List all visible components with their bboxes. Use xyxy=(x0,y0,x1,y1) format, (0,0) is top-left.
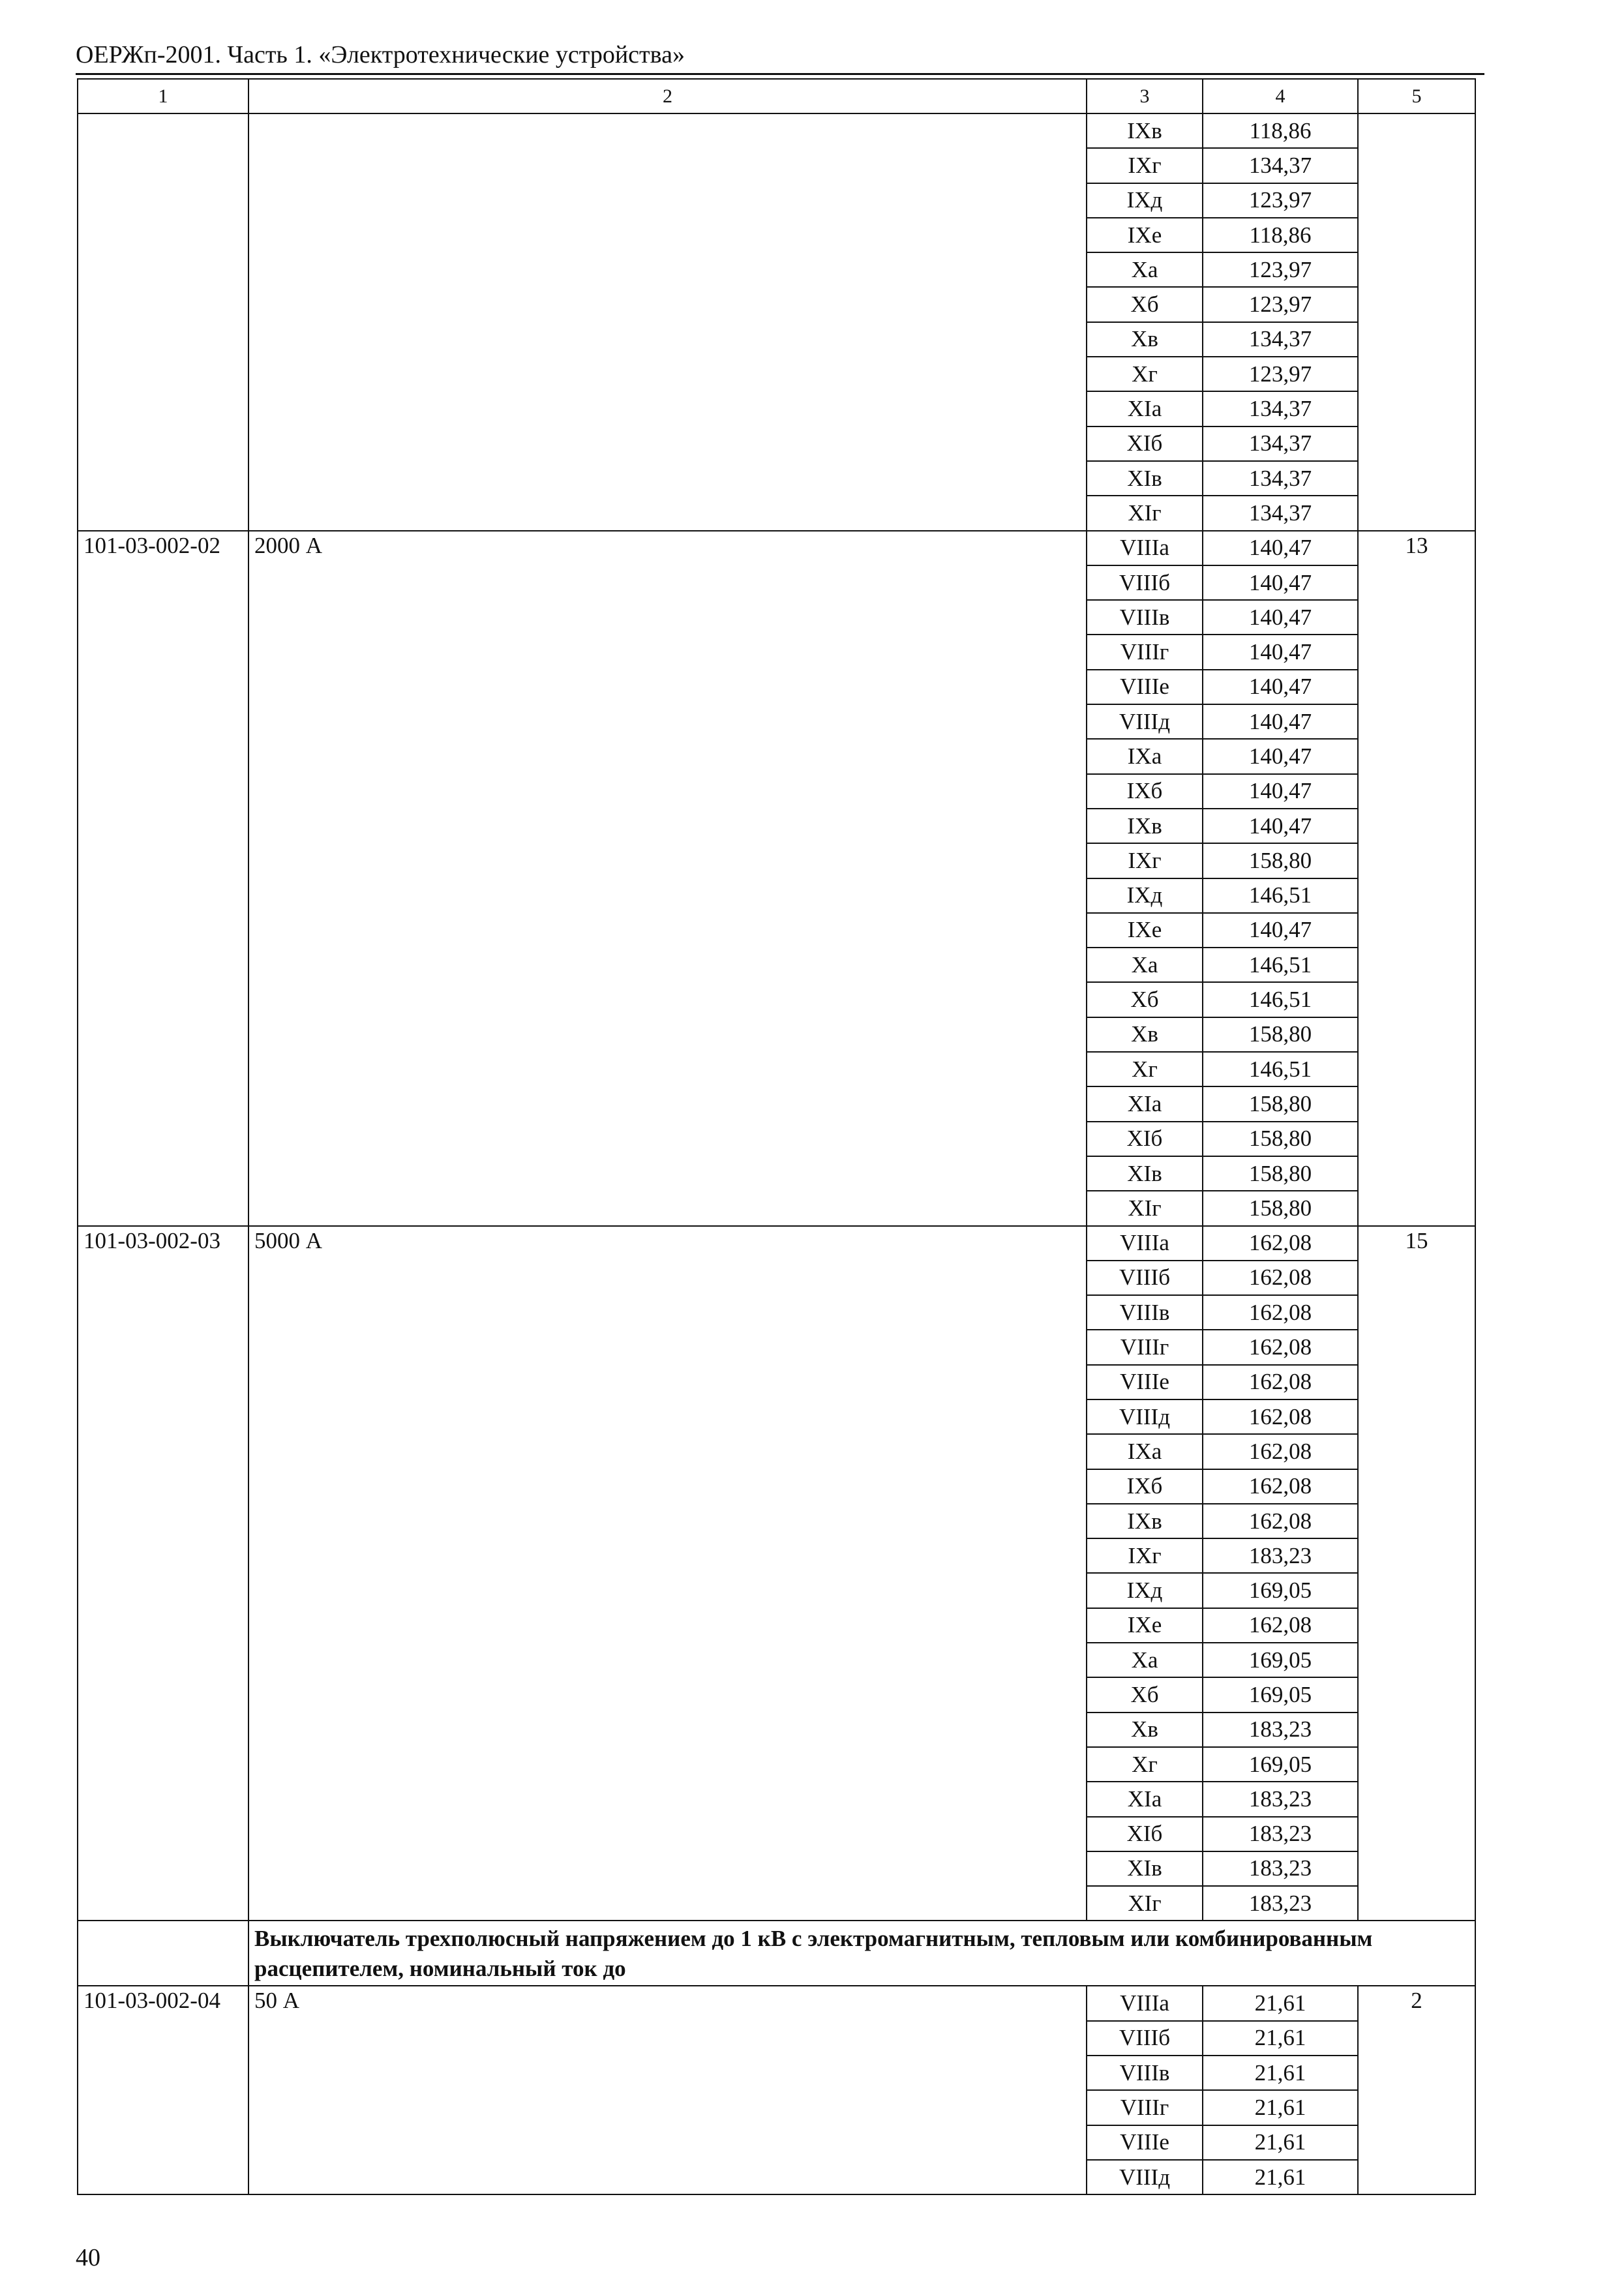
rate-value: 183,23 xyxy=(1203,1782,1358,1816)
item-description: 5000 А xyxy=(248,1226,1087,1921)
region-zone: XIв xyxy=(1087,1851,1203,1886)
rate-value: 162,08 xyxy=(1203,1469,1358,1504)
rate-value: 169,05 xyxy=(1203,1747,1358,1782)
region-zone: Xг xyxy=(1087,1747,1203,1782)
rate-value: 162,08 xyxy=(1203,1330,1358,1364)
column-number: 2 xyxy=(248,79,1087,113)
rate-value: 140,47 xyxy=(1203,635,1358,669)
region-zone: VIIIг xyxy=(1087,1330,1203,1364)
rate-value: 134,37 xyxy=(1203,391,1358,426)
section-title: Выключатель трехполюсный напряжением до 1 кВ с электромагнитным, тепловым или комбинированным расцепителем, номинальный ток до xyxy=(248,1921,1475,1986)
region-zone: VIIIа xyxy=(1087,1986,1203,2020)
rate-value: 134,37 xyxy=(1203,426,1358,461)
column-number: 4 xyxy=(1203,79,1358,113)
page-number: 40 xyxy=(76,2244,100,2271)
column-5-value xyxy=(1358,113,1475,531)
section-row xyxy=(78,1921,1475,1986)
region-zone: IXд xyxy=(1087,1573,1203,1608)
region-zone: VIIIд xyxy=(1087,1399,1203,1434)
column-number: 1 xyxy=(78,79,248,113)
rate-value: 146,51 xyxy=(1203,948,1358,982)
rate-value: 183,23 xyxy=(1203,1851,1358,1886)
rate-value: 183,23 xyxy=(1203,1817,1358,1851)
region-zone: XIв xyxy=(1087,461,1203,496)
rate-value: 146,51 xyxy=(1203,982,1358,1017)
rate-value: 140,47 xyxy=(1203,531,1358,565)
region-zone: XIа xyxy=(1087,1782,1203,1816)
region-zone: IXд xyxy=(1087,183,1203,218)
region-zone: VIIIа xyxy=(1087,531,1203,565)
rate-value: 118,86 xyxy=(1203,218,1358,252)
rate-value: 123,97 xyxy=(1203,287,1358,322)
rate-value: 158,80 xyxy=(1203,1086,1358,1121)
item-code: 101-03-002-04 xyxy=(78,1986,248,2194)
region-zone: VIIIд xyxy=(1087,704,1203,739)
region-zone: IXе xyxy=(1087,1608,1203,1643)
item-code: 101-03-002-02 xyxy=(78,531,248,1226)
rate-value: 169,05 xyxy=(1203,1573,1358,1608)
table-row xyxy=(78,1226,1475,1261)
rate-value: 183,23 xyxy=(1203,1713,1358,1747)
rate-value: 169,05 xyxy=(1203,1677,1358,1712)
rate-value: 162,08 xyxy=(1203,1608,1358,1643)
header-rule xyxy=(76,73,1484,75)
region-zone: Xв xyxy=(1087,322,1203,357)
item-description xyxy=(248,113,1087,531)
rate-value: 140,47 xyxy=(1203,670,1358,704)
rates-body xyxy=(78,113,1475,2194)
region-zone: IXе xyxy=(1087,218,1203,252)
region-zone: Xг xyxy=(1087,1052,1203,1086)
region-zone: XIа xyxy=(1087,391,1203,426)
column-number-row xyxy=(78,79,1475,113)
rate-value: 134,37 xyxy=(1203,496,1358,530)
rate-value: 140,47 xyxy=(1203,774,1358,809)
rate-value: 162,08 xyxy=(1203,1261,1358,1295)
rate-value: 21,61 xyxy=(1203,2125,1358,2160)
table-row xyxy=(78,1986,1475,2020)
rate-value: 123,97 xyxy=(1203,357,1358,391)
rate-value: 183,23 xyxy=(1203,1886,1358,1921)
region-zone: IXг xyxy=(1087,843,1203,878)
rate-value: 162,08 xyxy=(1203,1504,1358,1538)
rate-value: 21,61 xyxy=(1203,2056,1358,2090)
rate-value: 123,97 xyxy=(1203,252,1358,287)
region-zone: Xв xyxy=(1087,1017,1203,1052)
column-number: 3 xyxy=(1087,79,1203,113)
rate-value: 123,97 xyxy=(1203,183,1358,218)
column-5-value: 13 xyxy=(1358,531,1475,1226)
rate-value: 140,47 xyxy=(1203,913,1358,948)
region-zone: Xа xyxy=(1087,252,1203,287)
region-zone: IXг xyxy=(1087,1538,1203,1573)
region-zone: VIIIд xyxy=(1087,2160,1203,2194)
rate-value: 146,51 xyxy=(1203,878,1358,913)
rate-value: 118,86 xyxy=(1203,113,1358,148)
rate-value: 21,61 xyxy=(1203,1986,1358,2020)
item-description: 2000 А xyxy=(248,531,1087,1226)
region-zone: VIIIв xyxy=(1087,600,1203,635)
rate-value: 134,37 xyxy=(1203,148,1358,183)
rate-value: 140,47 xyxy=(1203,565,1358,600)
region-zone: XIг xyxy=(1087,1886,1203,1921)
region-zone: Xг xyxy=(1087,357,1203,391)
region-zone: IXа xyxy=(1087,1434,1203,1469)
region-zone: Xа xyxy=(1087,1643,1203,1677)
region-zone: XIг xyxy=(1087,496,1203,530)
region-zone: VIIIе xyxy=(1087,670,1203,704)
rate-value: 158,80 xyxy=(1203,1156,1358,1191)
rate-value: 162,08 xyxy=(1203,1399,1358,1434)
table-row xyxy=(78,531,1475,565)
region-zone: Xа xyxy=(1087,948,1203,982)
rate-value: 162,08 xyxy=(1203,1226,1358,1261)
rate-value: 134,37 xyxy=(1203,322,1358,357)
region-zone: IXг xyxy=(1087,148,1203,183)
region-zone: VIIIе xyxy=(1087,1365,1203,1399)
rate-value: 158,80 xyxy=(1203,1017,1358,1052)
column-5-value: 15 xyxy=(1358,1226,1475,1921)
rate-value: 158,80 xyxy=(1203,843,1358,878)
region-zone: IXв xyxy=(1087,809,1203,843)
item-code: 101-03-002-03 xyxy=(78,1226,248,1921)
column-5-value: 2 xyxy=(1358,1986,1475,2194)
rate-value: 21,61 xyxy=(1203,2021,1358,2056)
rate-value: 158,80 xyxy=(1203,1122,1358,1156)
region-zone: VIIIб xyxy=(1087,2021,1203,2056)
region-zone: Xв xyxy=(1087,1713,1203,1747)
rate-value: 140,47 xyxy=(1203,600,1358,635)
region-zone: IXв xyxy=(1087,1504,1203,1538)
table-row xyxy=(78,113,1475,148)
region-zone: XIг xyxy=(1087,1191,1203,1225)
item-description: 50 А xyxy=(248,1986,1087,2194)
rate-value: 146,51 xyxy=(1203,1052,1358,1086)
rate-value: 183,23 xyxy=(1203,1538,1358,1573)
rate-value: 162,08 xyxy=(1203,1434,1358,1469)
region-zone: XIб xyxy=(1087,1122,1203,1156)
section-code-cell xyxy=(78,1921,248,1986)
region-zone: Xб xyxy=(1087,982,1203,1017)
rate-value: 140,47 xyxy=(1203,809,1358,843)
rate-value: 140,47 xyxy=(1203,704,1358,739)
region-zone: VIIIг xyxy=(1087,2090,1203,2125)
region-zone: VIIIб xyxy=(1087,565,1203,600)
region-zone: XIб xyxy=(1087,426,1203,461)
rate-value: 158,80 xyxy=(1203,1191,1358,1225)
rate-value: 134,37 xyxy=(1203,461,1358,496)
region-zone: VIIIа xyxy=(1087,1226,1203,1261)
region-zone: Xб xyxy=(1087,1677,1203,1712)
region-zone: XIа xyxy=(1087,1086,1203,1121)
item-code xyxy=(78,113,248,531)
rate-value: 140,47 xyxy=(1203,739,1358,773)
rate-value: 162,08 xyxy=(1203,1365,1358,1399)
region-zone: IXв xyxy=(1087,113,1203,148)
region-zone: XIб xyxy=(1087,1817,1203,1851)
region-zone: XIв xyxy=(1087,1156,1203,1191)
region-zone: IXб xyxy=(1087,774,1203,809)
rate-value: 21,61 xyxy=(1203,2090,1358,2125)
rate-value: 169,05 xyxy=(1203,1643,1358,1677)
rate-value: 21,61 xyxy=(1203,2160,1358,2194)
region-zone: IXа xyxy=(1087,739,1203,773)
rate-value: 162,08 xyxy=(1203,1295,1358,1330)
region-zone: VIIIв xyxy=(1087,1295,1203,1330)
region-zone: IXб xyxy=(1087,1469,1203,1504)
region-zone: VIIIе xyxy=(1087,2125,1203,2160)
region-zone: VIIIв xyxy=(1087,2056,1203,2090)
page-header: ОЕРЖп-2001. Часть 1. «Электротехнические устройства» xyxy=(76,41,685,68)
column-number: 5 xyxy=(1358,79,1475,113)
region-zone: IXд xyxy=(1087,878,1203,913)
region-zone: VIIIг xyxy=(1087,635,1203,669)
rates-table xyxy=(77,78,1476,2195)
region-zone: VIIIб xyxy=(1087,1261,1203,1295)
region-zone: Xб xyxy=(1087,287,1203,322)
region-zone: IXе xyxy=(1087,913,1203,948)
